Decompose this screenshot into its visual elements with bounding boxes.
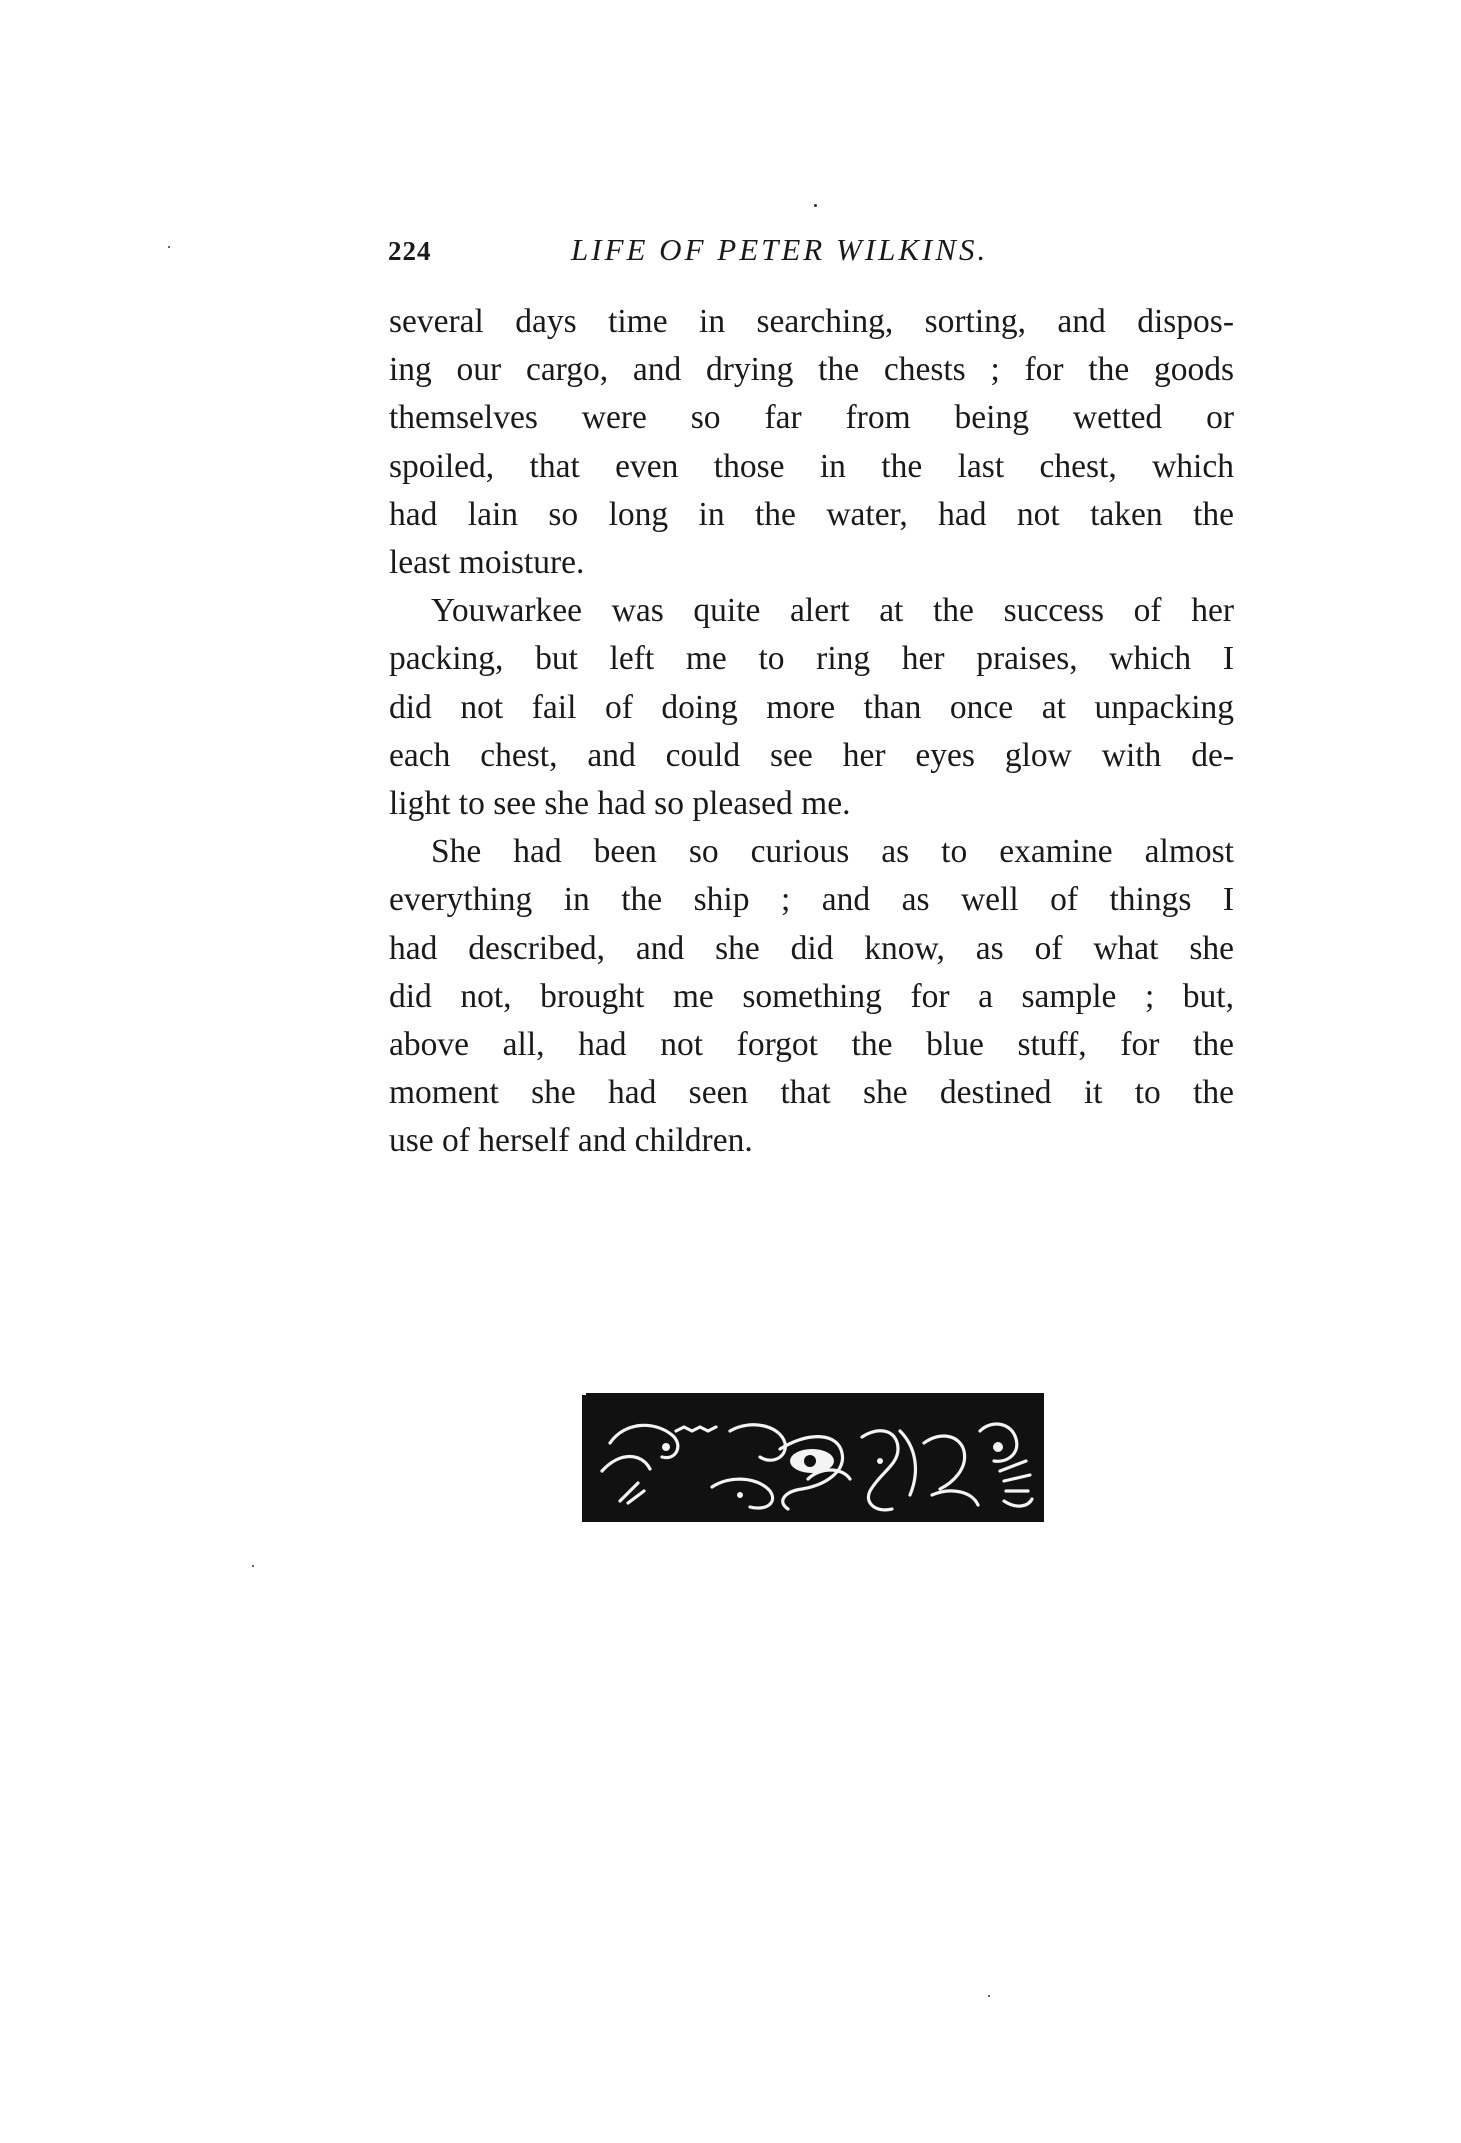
text-line: did not, brought me something for a sample ; but, [389, 977, 1234, 1015]
speck-mark [988, 1995, 990, 1997]
paragraph-2 [389, 587, 1234, 828]
text-line: ing our cargo, and drying the chests ; for the goods [389, 351, 1234, 389]
text-line: above all, had not forgot the blue stuff, for the [389, 1026, 1234, 1064]
text-line: moment she had seen that she destined it to the [389, 1074, 1234, 1112]
text-line: light to see she had so pleased me. [389, 785, 851, 823]
text-line: several days time in searching, sorting, and dispos- [389, 303, 1234, 340]
text-line: had lain so long in the water, had not taken the [389, 495, 1234, 533]
text-line: least moisture. [389, 544, 585, 582]
page-number: 224 [388, 236, 432, 266]
text-line: each chest, and could see her eyes glow with de- [389, 736, 1234, 774]
running-head [388, 232, 1238, 272]
text-line: She had been so curious as to examine almost [431, 833, 1234, 871]
running-title: LIFE OF PETER WILKINS. [571, 232, 989, 267]
speck-mark [252, 1565, 254, 1567]
text-line: did not fail of doing more than once at unpacking [389, 688, 1234, 726]
text-line: everything in the ship ; and as well of things I [389, 881, 1234, 919]
text-line: Youwarkee was quite alert at the success of her [431, 592, 1234, 630]
paragraph-3 [389, 828, 1234, 1165]
text-line: use of herself and children. [389, 1122, 753, 1160]
text-line: packing, but left me to ring her praises, which I [389, 640, 1234, 678]
speck-mark [168, 246, 170, 248]
speck-mark [814, 204, 817, 207]
tailpiece-ornament [580, 1391, 1046, 1524]
text-line: had described, and she did know, as of what she [389, 929, 1234, 967]
text-line: spoiled, that even those in the last chest, which [389, 447, 1234, 485]
text-line: themselves were so far from being wetted or [389, 399, 1234, 437]
body-text [389, 298, 1234, 1166]
paragraph-1 [389, 298, 1234, 587]
